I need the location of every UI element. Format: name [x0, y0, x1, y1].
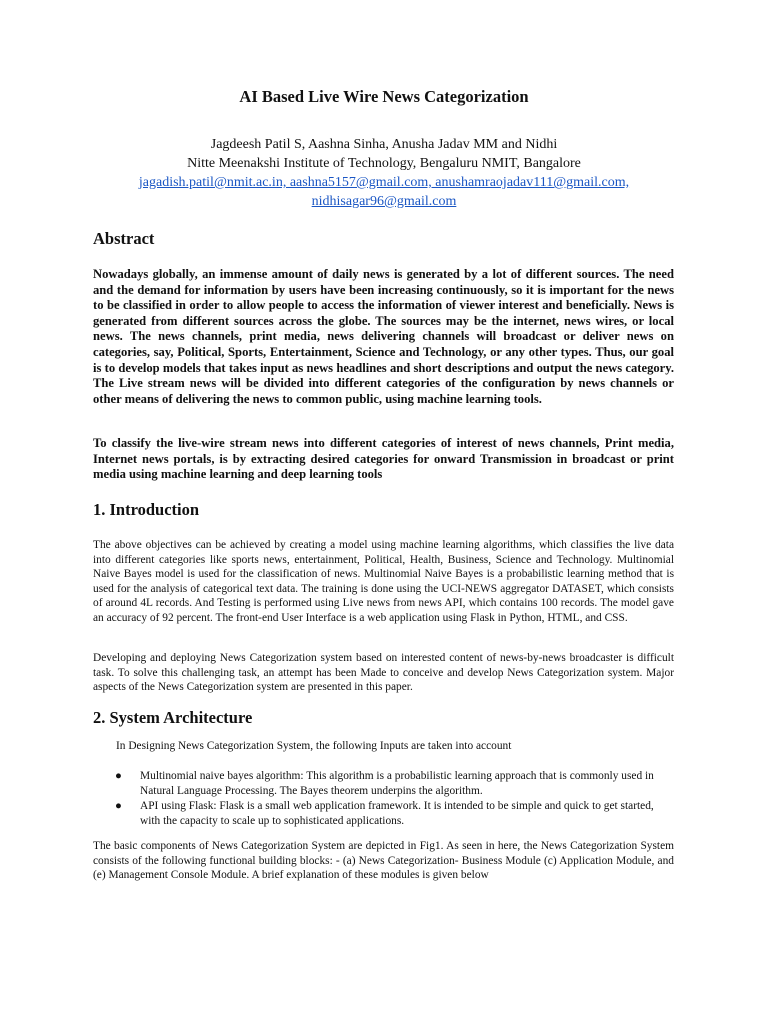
abstract-paragraph-2: To classify the live-wire stream news into different categories of interest of news channels, Print media, Internet news portals, is by extracting desired categories for onward Transmission in broadcast or print media using machine learning and deep learning tools	[93, 436, 674, 482]
introduction-heading: 1. Introduction	[93, 500, 200, 519]
author-affiliation: Nitte Meenakshi Institute of Technology, Bengaluru NMIT, Bangalore	[187, 156, 581, 171]
abstract-heading: Abstract	[93, 229, 155, 248]
introduction-paragraph-2: Developing and deploying News Categorization system based on interested content of news-by-news broadcaster is difficult task. To solve this challenging task, an attempt has been Made to conceive and develop News Categorization system. Major aspects of the News Categorization system are presented in this paper.	[93, 652, 674, 694]
author-block	[0, 135, 768, 211]
email-links-line-2[interactable]: nidhisagar96@gmail.com	[311, 194, 457, 209]
author-names: Jagdeesh Patil S, Aashna Sinha, Anusha Jadav MM and Nidhi	[210, 137, 558, 152]
bullet-icon: ●	[115, 800, 122, 813]
list-item-text: Multinomial naive bayes algorithm: This algorithm is a probabilistic learning approach that is commonly used in Natural Language Processing. The Bayes theorem underpins the algorithm.	[140, 770, 654, 797]
introduction-paragraph-1: The above objectives can be achieved by creating a model using machine learning algorithms, which classifies the live data into different categories like sports news, entertainment, Political, Health, Business, Science and Technology. Multinomial Naive Bayes model is used for the classification of news. Multinomial Naive Bayes is a probabilistic learning method that is used for the analysis of categorical text data. The training is done using the UCI-NEWS aggregator DATASET, which consists of around 4L records. And Testing is performed using Live news from news API, which contains 100 records. The model gave an accuracy of 92 percent. The front-end User Interface is a web application using Flask in Python, HTML, and CSS.	[93, 539, 674, 624]
bullet-icon: ●	[115, 770, 122, 782]
email-links-line-1[interactable]: jagadish.patil@nmit.ac.in, aashna5157@gmail.com, anushamraojadav111@gmail.com,	[138, 175, 630, 190]
abstract-paragraph-1: Nowadays globally, an immense amount of daily news is generated by a lot of different sources. The need and the demand for information by users have been increasing continuously, so it is important for the news to be classified in order to allow people to access the information of viewer interest and beneficially. News is generated from different sources across the globe. The sources may be the internet, news wires, or local news. The news channels, print media, news delivering channels will broadcast or deliver news on categories, say, Political, Sports, Entertainment, Science and Technology, or any other types. Thus, our goal is to develop models that takes input as news headlines and short descriptions and output the news category. The Live stream news will be divided into different categories of the configuration by news channels or other means of delivering the news to common public, using machine learning tools.	[93, 267, 674, 406]
list-item	[115, 799, 675, 828]
architecture-input-list	[115, 769, 675, 829]
architecture-heading: 2. System Architecture	[93, 708, 253, 727]
author-emails	[0, 173, 768, 211]
list-item-text: API using Flask: Flask is a small web application framework. It is intended to be simple and quick to get started, with the capacity to scale up to sophisticated applications.	[140, 800, 654, 827]
architecture-paragraph: The basic components of News Categorization System are depicted in Fig1. As seen in here, the News Categorization System consists of the following functional building blocks: - (a) News Categorization- Business Module (c) Application Module, and (e) Management Console Module. A brief explanation of these modules is given below	[93, 840, 674, 882]
list-item	[115, 769, 675, 798]
paper-title: AI Based Live Wire News Categorization	[239, 87, 529, 106]
architecture-intro: In Designing News Categorization System, the following Inputs are taken into account	[116, 740, 512, 752]
